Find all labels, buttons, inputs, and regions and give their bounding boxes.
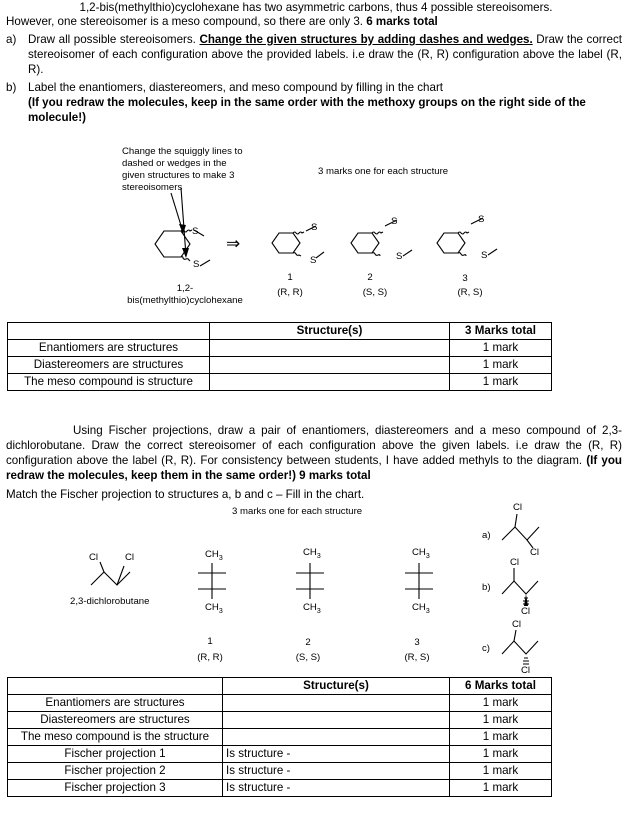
q1-instruction: Change the squiggly lines to dashed or wedges in the given structures to make 3 stereoisomers: [122, 146, 243, 193]
q1-part-a-text: Draw all possible stereoisomers. Change the given structures by adding dashes and wedges. Draw the correct stereoisomer of each configuration above the provided labels. i.e draw the (R, R) configuration above the label (R, R).: [28, 33, 622, 76]
row-label: Fischer projection 2: [8, 763, 223, 780]
table-header-marks: 6 Marks total: [450, 678, 552, 695]
q1-s1-lower: S: [310, 255, 317, 266]
answer-cell[interactable]: [223, 729, 450, 746]
table-cell: [8, 323, 210, 340]
table-row: [8, 746, 552, 763]
fischer-1-config: (R, R): [197, 652, 223, 663]
fischer-3-config: (R, S): [404, 652, 430, 663]
q2-match-line: Match the Fischer projection to structures a, b and c – Fill in the chart.: [6, 488, 365, 501]
table-header-structures: Structure(s): [223, 678, 450, 695]
table-row: [8, 340, 552, 357]
table-header-marks: 3 Marks total: [450, 323, 552, 340]
row-mark: 1 mark: [450, 357, 552, 374]
q2-molecule-name: 2,3-dichlorobutane: [70, 596, 150, 607]
option-a-label: a): [482, 530, 491, 541]
row-label: Enantiomers are structures: [8, 340, 210, 357]
option-c-label: c): [482, 643, 490, 654]
answer-cell[interactable]: [210, 340, 450, 357]
row-mark: 1 mark: [450, 712, 552, 729]
q1-s1-upper: S: [311, 222, 318, 233]
row-label: Diastereomers are structures: [8, 712, 223, 729]
q2-intro: Using Fischer projections, draw a pair of enantiomers, diastereomers and a meso compound of 2,3-dichlorobutane. Draw the correct stereoisomer of each configuration above the given labels. i.e draw the (R, R) configuration above the label (R, R). For consistency between students, I have added methyls to the diagram. (If you redraw the molecules, keep them in the same order!) 9 marks total: [6, 424, 622, 482]
answer-cell[interactable]: Is structure -: [223, 780, 450, 797]
row-mark: 1 mark: [450, 780, 552, 797]
answer-cell[interactable]: [223, 712, 450, 729]
option-b-label: b): [482, 582, 491, 593]
q1-s2-lower: S: [396, 251, 403, 262]
q1-given-s-upper: S: [192, 226, 199, 237]
fischer-3-number: 3: [414, 637, 420, 648]
q1-title: 1,2-bis(methylthio)cyclohexane has two asymmetric carbons, thus 4 possible stereoisomers.: [79, 1, 553, 14]
q1-part-b-text: Label the enantiomers, diastereomers, and meso compound by filling in the chart (If you redraw the molecules, keep in the same order with the methoxy groups on the right side of the molecule!): [28, 81, 586, 124]
table-row: [8, 780, 552, 797]
q1-molecule-name: 1,2-bis(methylthio)cyclohexane: [127, 283, 243, 306]
row-label: Fischer projection 3: [8, 780, 223, 797]
q1-structure-2-number: 2: [367, 272, 373, 283]
q1-s2-upper: S: [391, 216, 398, 227]
row-mark: 1 mark: [450, 729, 552, 746]
fischer-3-top-ch3: $CH_3$: [412, 547, 430, 560]
option-c-cl-bottom: Cl: [521, 665, 531, 676]
q1-s3-upper: S: [478, 214, 485, 225]
answer-cell[interactable]: [210, 374, 450, 391]
table-row: [8, 695, 552, 712]
q2-answer-table: [7, 677, 552, 797]
option-b-cl-bottom: Cl: [521, 606, 531, 617]
q1-part-b-label: b): [6, 81, 17, 94]
q2-skeleton-cl-right: Cl: [125, 552, 135, 563]
row-mark: 1 mark: [450, 746, 552, 763]
q1-structure-1-number: 1: [287, 272, 293, 283]
fischer-2-top-ch3: $CH_3$: [303, 547, 321, 560]
table-row: [8, 712, 552, 729]
table-row: [8, 729, 552, 746]
table-row: [8, 357, 552, 374]
row-label: Diastereomers are structures: [8, 357, 210, 374]
table-row: [8, 374, 552, 391]
fischer-2-config: (S, S): [295, 652, 321, 663]
answer-cell[interactable]: [223, 695, 450, 712]
q1-answer-table: [7, 322, 552, 391]
row-label: Fischer projection 1: [8, 746, 223, 763]
option-b-cl-top: Cl: [510, 557, 520, 568]
q1-structure-3-number: 3: [462, 273, 468, 284]
fischer-2-number: 2: [305, 637, 311, 648]
row-mark: 1 mark: [450, 374, 552, 391]
fischer-2-bottom-ch3: $CH_3$: [303, 602, 321, 615]
table-row: [8, 763, 552, 780]
answer-cell[interactable]: [210, 357, 450, 374]
table-row: [8, 323, 552, 340]
fischer-1-number: 1: [207, 636, 213, 647]
q2-marks-note: 3 marks one for each structure: [232, 506, 363, 517]
q1-arrow-icon: ⇒: [226, 234, 241, 254]
q2-skeleton-cl-left: Cl: [89, 552, 99, 563]
q1-structure-1-config: (R, R): [277, 287, 303, 298]
fischer-1-top-ch3: $CH_3$: [205, 549, 223, 562]
answer-cell[interactable]: Is structure -: [223, 746, 450, 763]
row-label: Enantiomers are structures: [8, 695, 223, 712]
row-mark: 1 mark: [450, 340, 552, 357]
q1-structure-3-config: (R, S): [457, 287, 483, 298]
option-c-cl-top: Cl: [512, 619, 522, 630]
table-header-structures: Structure(s): [210, 323, 450, 340]
option-a-cl-bottom: Cl: [530, 547, 540, 558]
q1-given-s-lower: S: [193, 259, 200, 270]
q1-structure-2-config: (S, S): [362, 287, 388, 298]
table-cell: [8, 678, 223, 695]
q1-s3-lower: S: [481, 250, 488, 261]
row-mark: 1 mark: [450, 695, 552, 712]
row-label: The meso compound is the structure: [8, 729, 223, 746]
q1-marks-note: 3 marks one for each structure: [318, 166, 449, 177]
row-label: The meso compound is structure: [8, 374, 210, 391]
answer-cell[interactable]: Is structure -: [223, 763, 450, 780]
q1-meso-line: However, one stereoisomer is a meso compound, so there are only 3. 6 marks total: [6, 15, 438, 28]
row-mark: 1 mark: [450, 763, 552, 780]
option-a-cl-top: Cl: [513, 502, 523, 513]
table-row: [8, 678, 552, 695]
q1-part-a-label: a): [6, 33, 17, 46]
fischer-1-bottom-ch3: $CH_3$: [205, 602, 223, 615]
fischer-3-bottom-ch3: $CH_3$: [412, 602, 430, 615]
